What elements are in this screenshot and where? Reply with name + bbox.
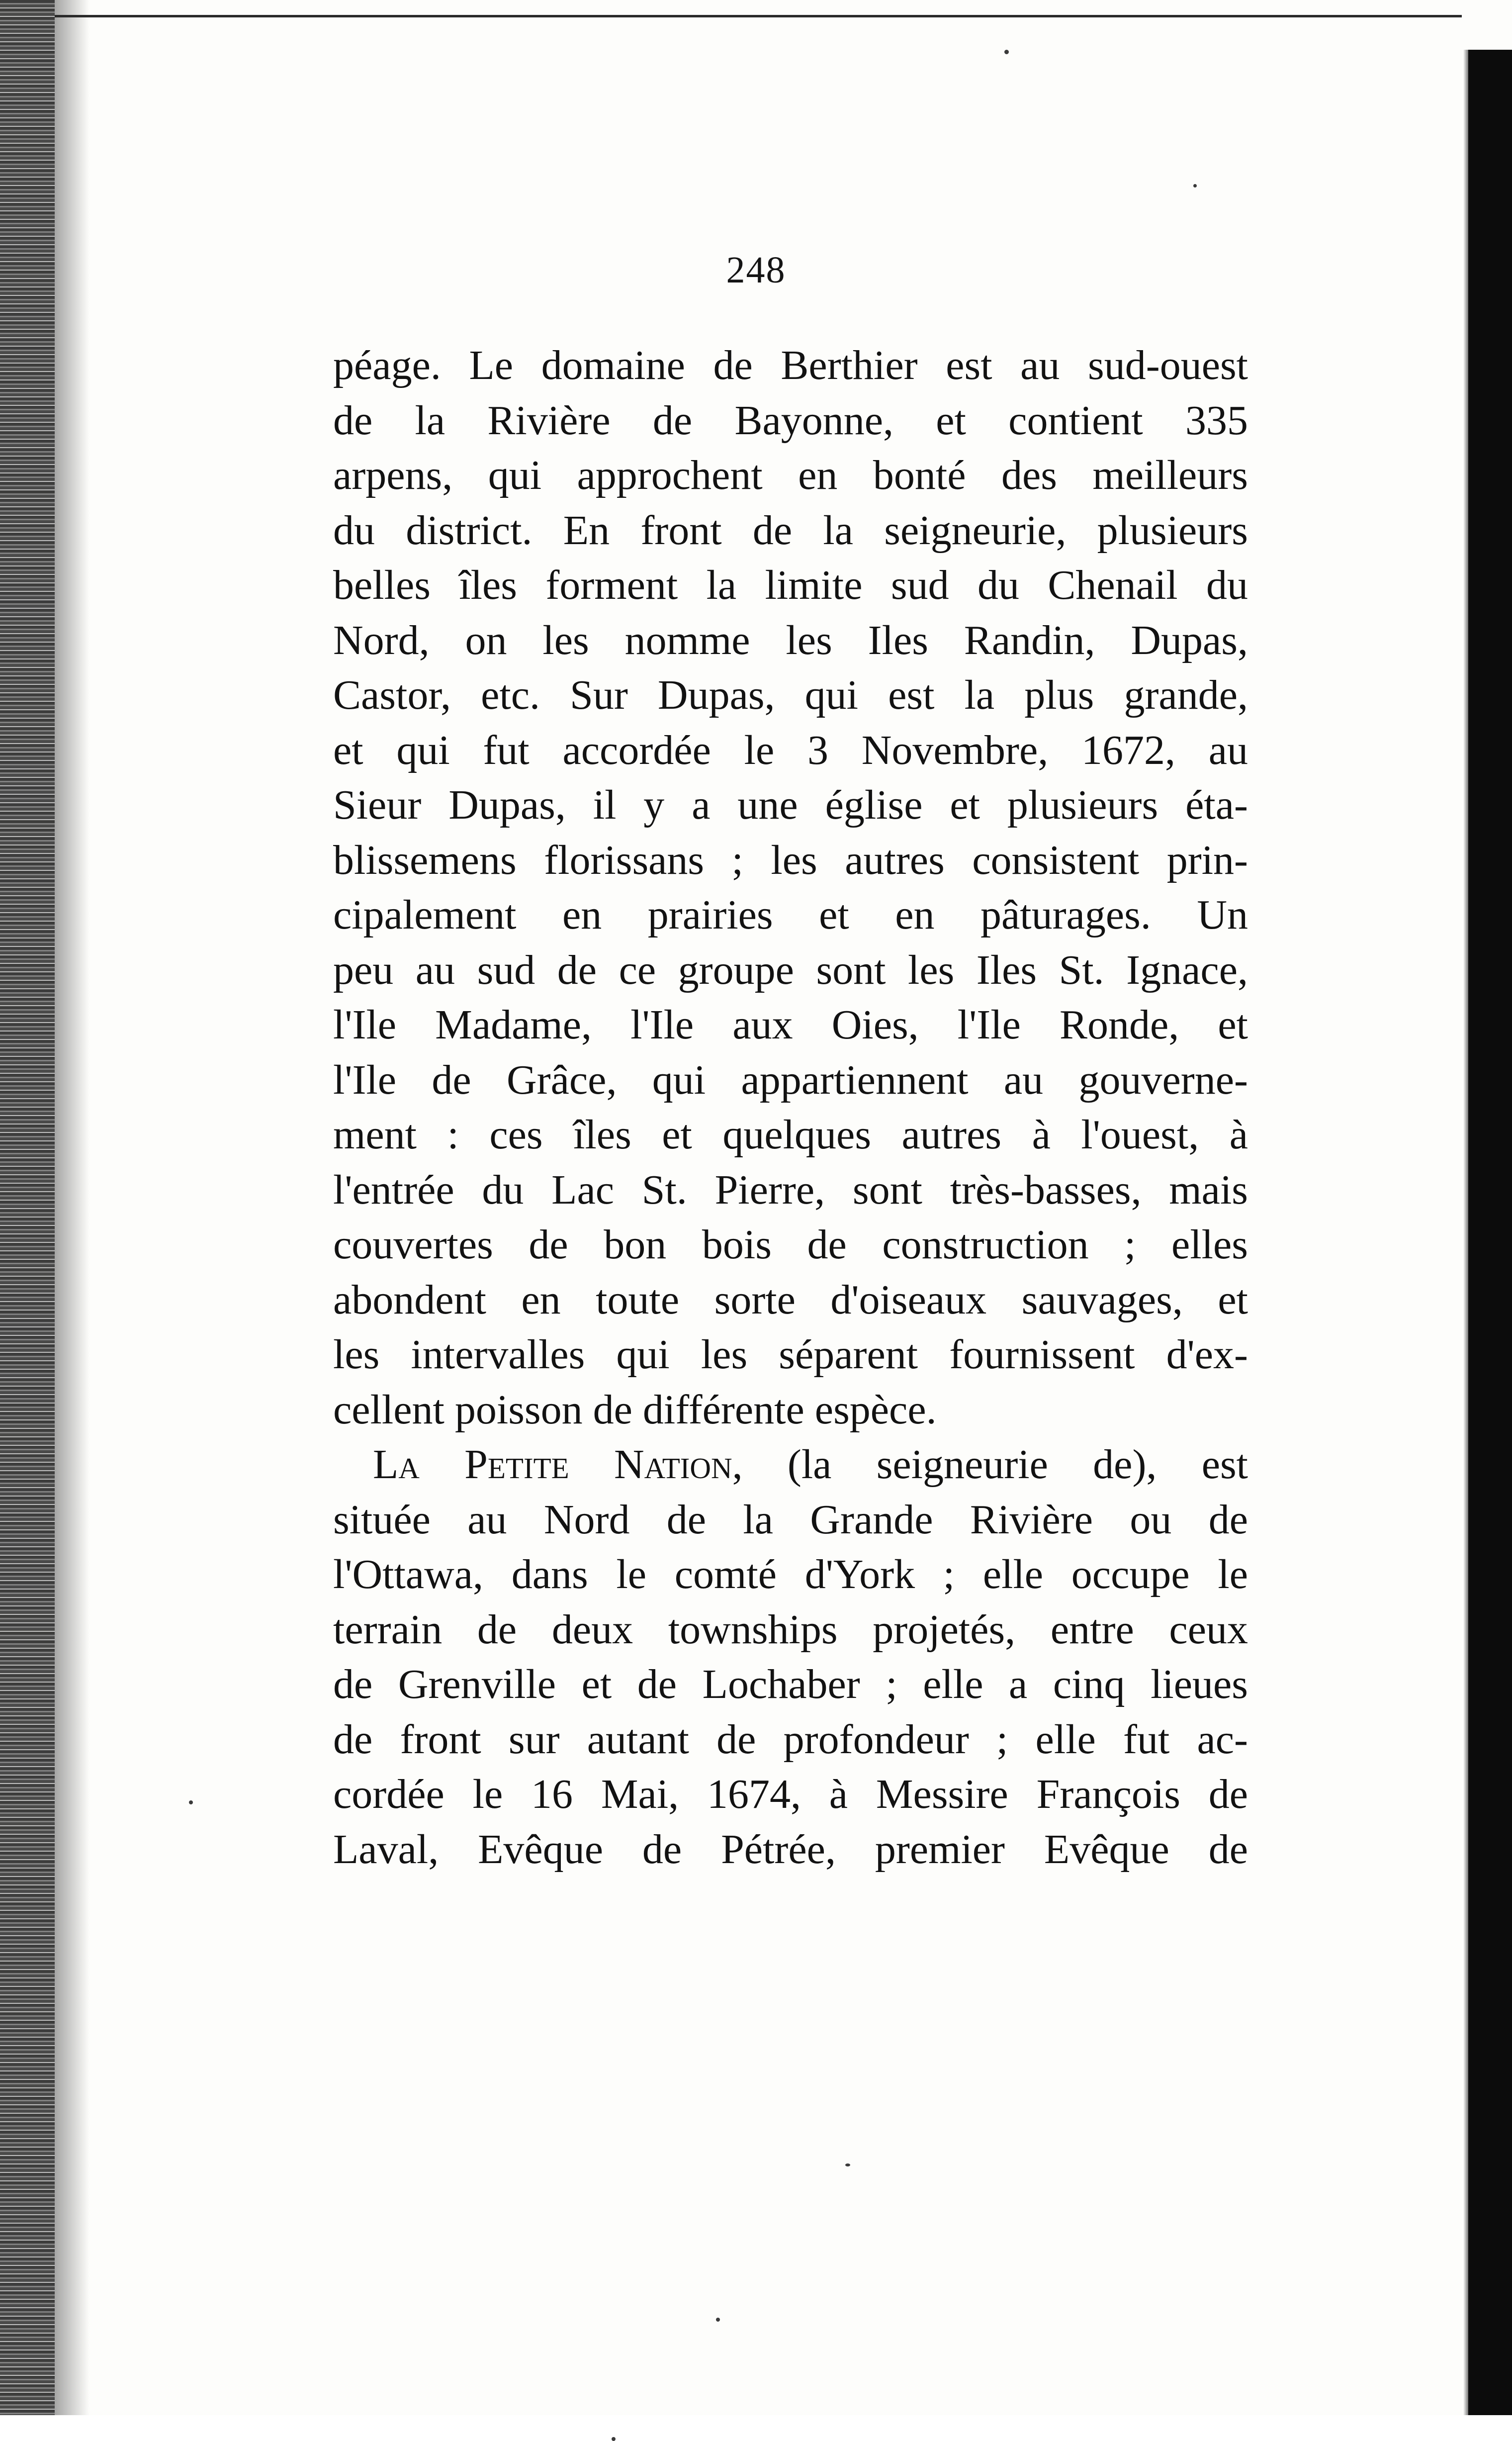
print-speck: [612, 2437, 616, 2441]
text-line: de Grenville et de Lochaber ; elle a cinq lieues: [333, 1661, 1248, 1707]
page-number: 248: [726, 249, 786, 291]
print-speck: [716, 2318, 720, 2322]
paragraph-petite-nation: [333, 1437, 1248, 1877]
text-line-with-heading: [333, 1437, 1248, 1493]
text-line: située au Nord de la Grande Rivière ou de: [333, 1496, 1248, 1543]
text-line: abondent en toute sorte d'oiseaux sauvages, et: [333, 1276, 1248, 1323]
text-line: terrain de deux townships projetés, entre ceux: [333, 1606, 1248, 1653]
text-line: cipalement en prairies et en pâturages. Un: [333, 892, 1248, 938]
paragraph-berthier: [333, 338, 1248, 1437]
text-line: Nord, on les nomme les Iles Randin, Dupas,: [333, 617, 1248, 663]
text-line: péage. Le domaine de Berthier est au sud-ouest: [333, 342, 1248, 388]
text-line: l'entrée du Lac St. Pierre, sont très-basses, mais: [333, 1166, 1248, 1213]
text-line: (la seigneurie de), est: [742, 1441, 1248, 1488]
text-line: l'Ile Madame, l'Ile aux Oies, l'Ile Ronde, et: [333, 1002, 1248, 1048]
top-border-line: [55, 15, 1462, 17]
text-line: et qui fut accordée le 3 Novembre, 1672, au: [333, 727, 1248, 773]
right-page-edge: [1468, 50, 1512, 2415]
text-line: Sieur Dupas, il y a une église et plusieurs éta-: [333, 782, 1248, 828]
text-line: l'Ottawa, dans le comté d'York ; elle occupe le: [333, 1551, 1248, 1597]
binding-edge: [0, 0, 55, 2415]
text-line: l'Ile de Grâce, qui appartiennent au gouverne-: [333, 1056, 1248, 1103]
text-line: Castor, etc. Sur Dupas, qui est la plus grande,: [333, 672, 1248, 718]
text-line: couvertes de bon bois de construction ; elles: [333, 1221, 1248, 1268]
text-line: de front sur autant de profondeur ; elle fut ac-: [333, 1716, 1248, 1763]
text-line: les intervalles qui les séparent fournissent d'ex-: [333, 1331, 1248, 1378]
section-heading: La Petite Nation,: [373, 1441, 743, 1488]
text-line: belles îles forment la limite sud du Chenail du: [333, 562, 1248, 608]
text-line: cellent poisson de différente espèce.: [333, 1386, 937, 1433]
print-speck: [845, 2163, 850, 2166]
print-speck: [1004, 50, 1009, 54]
body-text: [333, 338, 1248, 1877]
text-line: ment : ces îles et quelques autres à l'ouest, à: [333, 1112, 1248, 1158]
binding-shadow: [55, 0, 89, 2415]
text-line: du district. En front de la seigneurie, plusieurs: [333, 507, 1248, 554]
text-line: cordée le 16 Mai, 1674, à Messire François de: [333, 1771, 1248, 1817]
print-speck: [1193, 184, 1197, 188]
text-line: arpens, qui approchent en bonté des meilleurs: [333, 452, 1248, 498]
text-line: peu au sud de ce groupe sont les Iles St. Ignace,: [333, 946, 1248, 993]
text-line: Laval, Evêque de Pétrée, premier Evêque de: [333, 1826, 1248, 1873]
text-line: blissemens florissans ; les autres consistent prin-: [333, 837, 1248, 883]
print-speck: [189, 1800, 193, 1804]
text-line: de la Rivière de Bayonne, et contient 335: [333, 397, 1248, 444]
right-edge-shadow: [1463, 50, 1468, 2415]
